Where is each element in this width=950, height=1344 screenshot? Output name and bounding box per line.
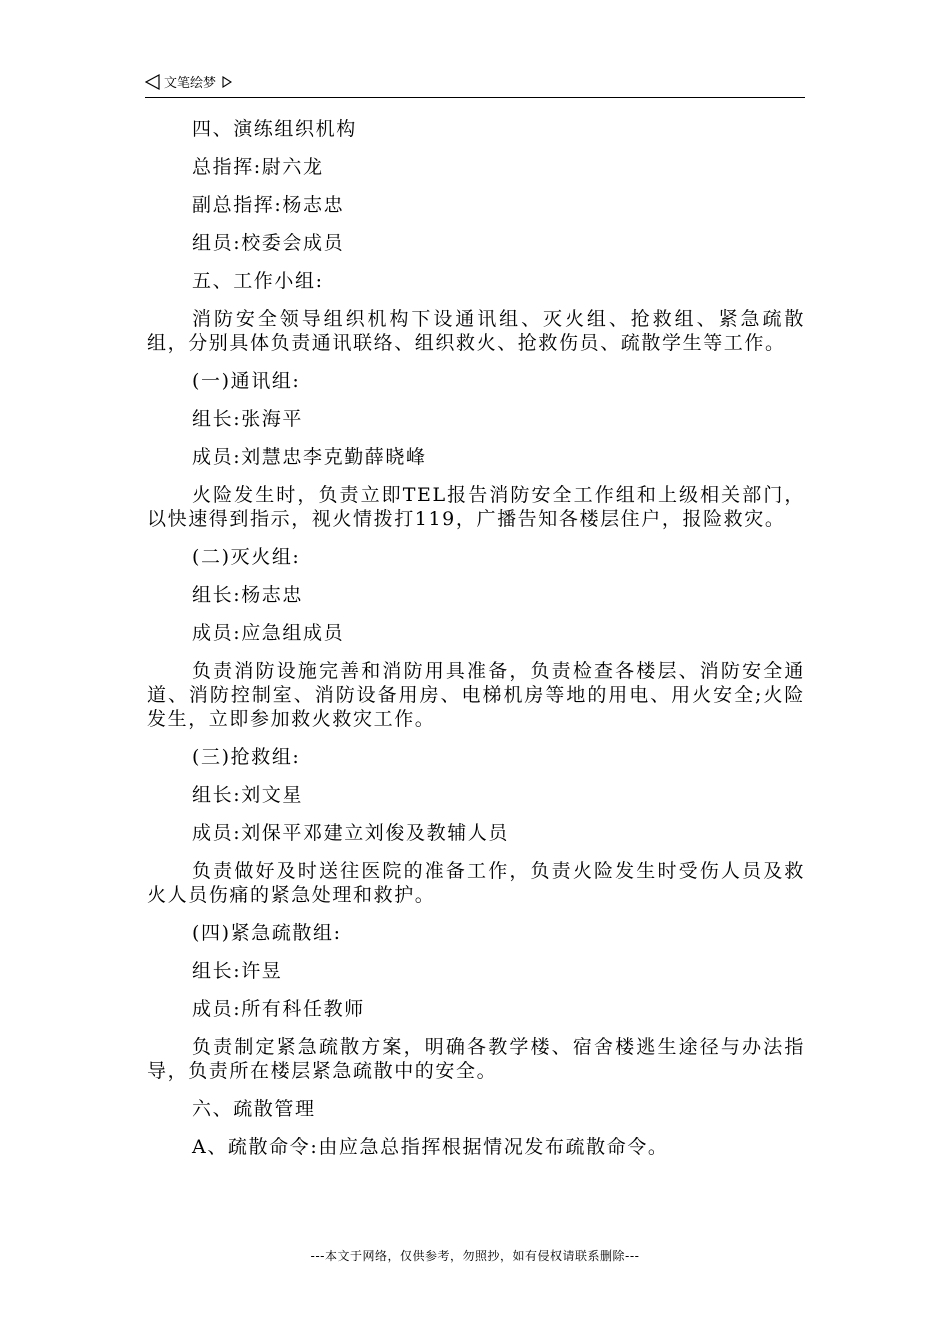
text-line: 组长:刘文星 <box>192 784 304 806</box>
text-line: 副总指挥:杨志忠 <box>192 194 345 216</box>
section-heading: 五、工作小组: <box>192 270 324 292</box>
right-triangle-icon <box>222 76 232 88</box>
text-line: 成员:刘保平邓建立刘俊及教辅人员 <box>192 822 510 844</box>
page-header <box>145 70 805 98</box>
text-line: 组长:张海平 <box>192 408 304 430</box>
section-heading: 六、疏散管理 <box>192 1098 316 1120</box>
left-triangle-icon <box>145 74 160 90</box>
paragraph: 负责消防设施完善和消防用具准备，负责检查各楼层、消防安全通道、消防控制室、消防设备用房、电梯机房等地的用电、用火安全;火险发生，立即参加救火救灾工作。 <box>147 660 805 730</box>
brand-name: 文笔绘梦 <box>164 76 217 91</box>
paragraph: 火险发生时，负责立即TEL报告消防安全工作组和上级相关部门，以快速得到指示，视火情拨打119，广播告知各楼层住户，报险救灾。 <box>147 484 805 530</box>
group-heading: (三)抢救组: <box>192 746 301 768</box>
brand <box>145 72 232 91</box>
text-line: A、疏散命令:由应急总指挥根据情况发布疏散命令。 <box>192 1136 669 1158</box>
text-line: 组员:校委会成员 <box>192 232 345 254</box>
paragraph: 消防安全领导组织机构下设通讯组、灭火组、抢救组、紧急疏散组，分别具体负责通讯联络、组织救火、抢救伤员、疏散学生等工作。 <box>147 308 805 354</box>
group-heading: (四)紧急疏散组: <box>192 922 342 944</box>
paragraph: 负责做好及时送往医院的准备工作，负责火险发生时受伤人员及救火人员伤痛的紧急处理和救护。 <box>147 860 805 906</box>
text-line: 成员:应急组成员 <box>192 622 345 644</box>
text-line: 成员:刘慧忠李克勤薛晓峰 <box>192 446 427 468</box>
text-line: 组长:杨志忠 <box>192 584 304 606</box>
section-heading: 四、演练组织机构 <box>192 118 357 140</box>
text-line: 成员:所有科任教师 <box>192 998 365 1020</box>
text-line: 组长:许昱 <box>192 960 283 982</box>
document-body <box>147 117 805 1173</box>
group-heading: (二)灭火组: <box>192 546 301 568</box>
text-line: 总指挥:尉六龙 <box>192 156 324 178</box>
paragraph: 负责制定紧急疏散方案，明确各教学楼、宿舍楼逃生途径与办法指导，负责所在楼层紧急疏散中的安全。 <box>147 1036 805 1082</box>
page-footer: ---本文于网络，仅供参考，勿照抄，如有侵权请联系删除--- <box>310 1249 640 1263</box>
group-heading: (一)通讯组: <box>192 370 301 392</box>
